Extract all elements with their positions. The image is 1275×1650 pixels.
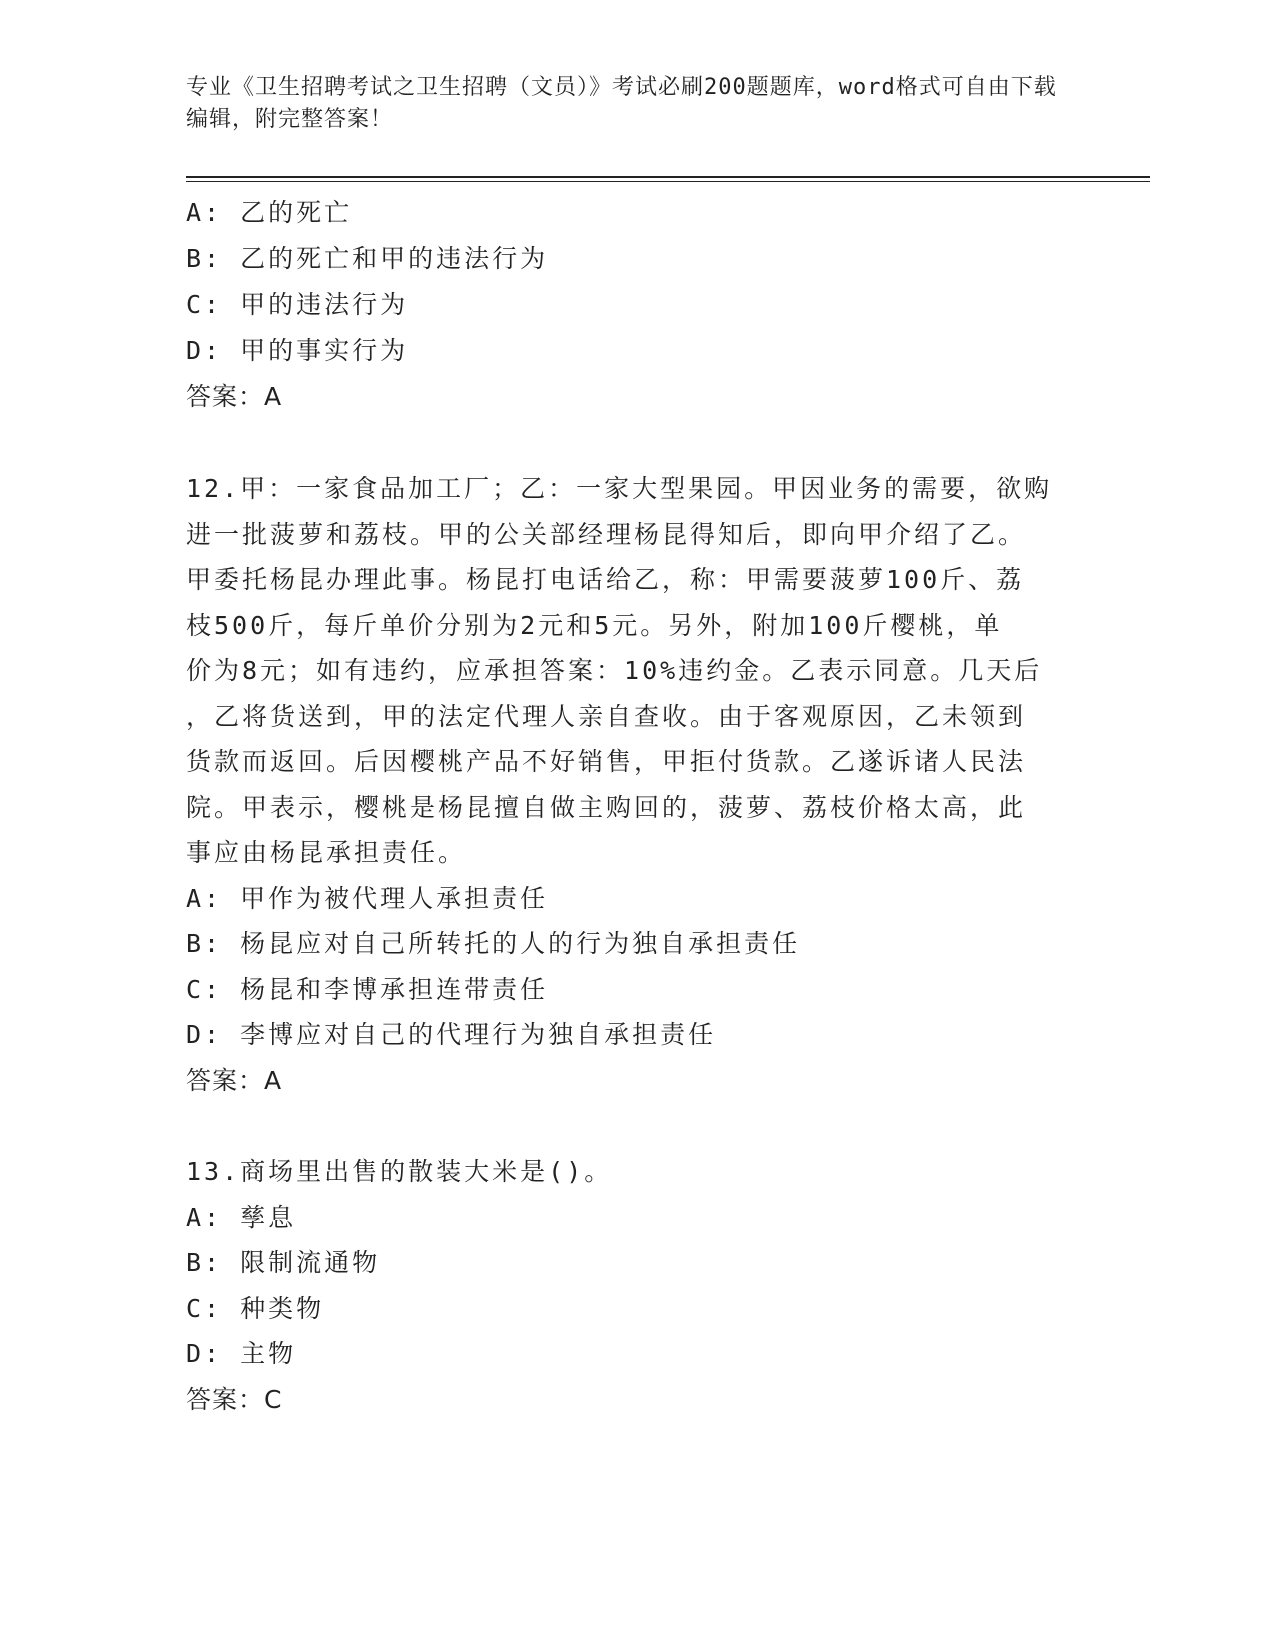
option-a: A: 乙的死亡 [186, 198, 353, 227]
question-11-options [186, 190, 1086, 420]
question-13 [186, 1149, 1086, 1422]
question-text-line: 价为8元；如有违约，应承担答案：10%违约金。乙表示同意。几天后 [186, 656, 1043, 685]
question-text-line: 货款而返回。后因樱桃产品不好销售，甲拒付货款。乙遂诉诸人民法 [186, 747, 1027, 776]
option-c: C: 种类物 [186, 1293, 325, 1323]
option-b: B: 限制流通物 [186, 1248, 381, 1277]
question-text-line: 枝500斤，每斤单价分别为2元和5元。另外，附加100斤樱桃，单 [186, 610, 1003, 640]
option-d: D: 李博应对自己的代理行为独自承担责任 [186, 1020, 717, 1049]
question-text-line: 院。甲表示，樱桃是杨昆擅自做主购回的，菠萝、荔枝价格太高，此 [186, 792, 1027, 822]
option-a: A: 孳息 [186, 1202, 297, 1232]
header-rule-thick [186, 176, 1150, 178]
option-a: A: 甲作为被代理人承担责任 [186, 883, 549, 913]
question-text-line: 甲委托杨昆办理此事。杨昆打电话给乙，称：甲需要菠萝100斤、荔 [186, 565, 1025, 594]
header-rule-thin [186, 181, 1150, 182]
option-c: C: 杨昆和李博承担连带责任 [186, 974, 549, 1004]
question-12 [186, 466, 1086, 1103]
answer-line: 答案：A [186, 1065, 283, 1095]
option-b: B: 乙的死亡和甲的违法行为 [186, 244, 549, 273]
answer-line: 答案：A [186, 382, 283, 411]
option-d: D: 主物 [186, 1339, 297, 1368]
question-text-line: 13.商场里出售的散装大米是()。 [186, 1157, 613, 1186]
option-c: C: 甲的违法行为 [186, 290, 409, 319]
document-body [186, 190, 1086, 1422]
question-text-line: 12.甲：一家食品加工厂；乙：一家大型果园。甲因业务的需要，欲购 [186, 474, 1053, 503]
question-text-line: 进一批菠萝和荔枝。甲的公关部经理杨昆得知后，即向甲介绍了乙。 [186, 519, 1027, 549]
option-b: B: 杨昆应对自己所转托的人的行为独自承担责任 [186, 929, 801, 958]
option-d: D: 甲的事实行为 [186, 336, 409, 365]
answer-line: 答案：C [186, 1384, 283, 1414]
question-text-line: ，乙将货送到，甲的法定代理人亲自查收。由于客观原因，乙未领到 [186, 701, 1027, 731]
question-text-line: 事应由杨昆承担责任。 [186, 838, 467, 867]
document-header: 专业《卫生招聘考试之卫生招聘（文员）》考试必刷200题题库，word格式可自由下载编辑，附完整答案！ [186, 75, 1057, 132]
